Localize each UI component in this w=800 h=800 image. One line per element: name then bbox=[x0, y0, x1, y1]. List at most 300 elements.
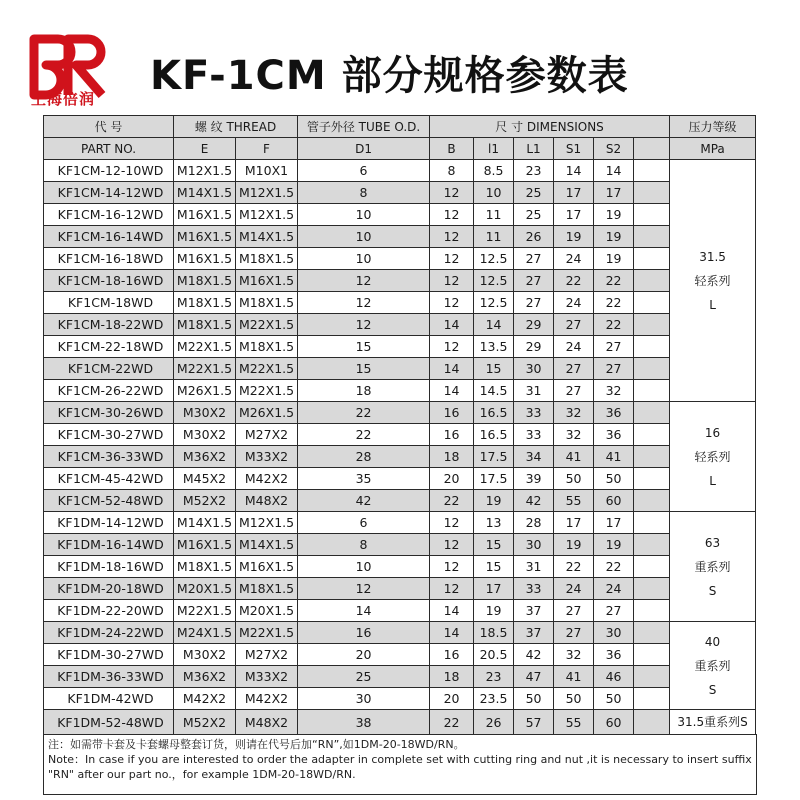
cell-s1: 17 bbox=[554, 512, 594, 534]
pressure-value: 31.5重系列S bbox=[677, 715, 748, 729]
cell-l1: 25 bbox=[514, 204, 554, 226]
header-d1: D1 bbox=[298, 138, 430, 160]
cell-l1: 42 bbox=[514, 644, 554, 666]
table-row bbox=[44, 600, 756, 622]
table-row bbox=[44, 270, 756, 292]
cell-s1: 41 bbox=[554, 666, 594, 688]
cell-l1a: 13.5 bbox=[474, 336, 514, 358]
pressure-code: L bbox=[709, 473, 716, 488]
cell-part: KF1CM-30-26WD bbox=[44, 402, 174, 424]
cell-e: M18X1.5 bbox=[174, 314, 236, 336]
cell-f: M16X1.5 bbox=[236, 270, 298, 292]
cell-s1: 27 bbox=[554, 600, 594, 622]
cell-s1: 24 bbox=[554, 578, 594, 600]
pressure-series: 重系列 bbox=[694, 658, 731, 673]
cell-f: M14X1.5 bbox=[236, 226, 298, 248]
cell-s2: 22 bbox=[594, 556, 634, 578]
header-f: F bbox=[236, 138, 298, 160]
table-row bbox=[44, 512, 756, 534]
pressure-value: 40 bbox=[704, 634, 721, 649]
cell-s2: 27 bbox=[594, 358, 634, 380]
cell-l1a: 14 bbox=[474, 314, 514, 336]
cell-blank bbox=[634, 402, 670, 424]
cell-l1: 26 bbox=[514, 226, 554, 248]
cell-f: M22X1.5 bbox=[236, 380, 298, 402]
cell-e: M26X1.5 bbox=[174, 380, 236, 402]
header-pressure-unit: MPa bbox=[670, 138, 756, 160]
cell-e: M30X2 bbox=[174, 424, 236, 446]
cell-l1: 37 bbox=[514, 622, 554, 644]
cell-f: M12X1.5 bbox=[236, 182, 298, 204]
table-row bbox=[44, 226, 756, 248]
cell-l1a: 15 bbox=[474, 358, 514, 380]
table-row bbox=[44, 622, 756, 644]
header-row-1 bbox=[44, 116, 756, 138]
cell-l1a: 19 bbox=[474, 600, 514, 622]
cell-e: M52X2 bbox=[174, 490, 236, 512]
cell-part: KF1DM-16-14WD bbox=[44, 534, 174, 556]
pressure-group bbox=[670, 160, 756, 402]
cell-d1: 28 bbox=[298, 446, 430, 468]
table-row bbox=[44, 292, 756, 314]
header-e: E bbox=[174, 138, 236, 160]
cell-d1: 14 bbox=[298, 600, 430, 622]
cell-part: KF1DM-42WD bbox=[44, 688, 174, 710]
cell-d1: 15 bbox=[298, 358, 430, 380]
cell-s2: 22 bbox=[594, 314, 634, 336]
cell-s2: 27 bbox=[594, 600, 634, 622]
table-row bbox=[44, 710, 756, 735]
header-part-en: PART NO. bbox=[44, 138, 174, 160]
cell-s1: 27 bbox=[554, 622, 594, 644]
cell-l1a: 8.5 bbox=[474, 160, 514, 182]
cell-l1a: 13 bbox=[474, 512, 514, 534]
cell-f: M33X2 bbox=[236, 446, 298, 468]
pressure-value: 63 bbox=[704, 535, 721, 550]
cell-b: 12 bbox=[430, 336, 474, 358]
cell-b: 14 bbox=[430, 358, 474, 380]
table-row bbox=[44, 336, 756, 358]
cell-blank bbox=[634, 248, 670, 270]
cell-l1a: 16.5 bbox=[474, 402, 514, 424]
cell-part: KF1CM-26-22WD bbox=[44, 380, 174, 402]
header-row-2 bbox=[44, 138, 756, 160]
cell-l1: 27 bbox=[514, 292, 554, 314]
cell-s1: 27 bbox=[554, 358, 594, 380]
cell-b: 14 bbox=[430, 314, 474, 336]
cell-b: 16 bbox=[430, 424, 474, 446]
cell-e: M16X1.5 bbox=[174, 226, 236, 248]
cell-l1a: 12.5 bbox=[474, 292, 514, 314]
cell-l1: 33 bbox=[514, 402, 554, 424]
cell-s2: 17 bbox=[594, 182, 634, 204]
cell-e: M45X2 bbox=[174, 468, 236, 490]
page-title: KF-1CM 部分规格参数表 bbox=[150, 53, 629, 99]
cell-s1: 22 bbox=[554, 270, 594, 292]
cell-s2: 17 bbox=[594, 512, 634, 534]
cell-e: M52X2 bbox=[174, 710, 236, 735]
cell-e: M22X1.5 bbox=[174, 358, 236, 380]
cell-s1: 17 bbox=[554, 204, 594, 226]
cell-b: 22 bbox=[430, 710, 474, 735]
cell-e: M14X1.5 bbox=[174, 182, 236, 204]
cell-s1: 32 bbox=[554, 424, 594, 446]
cell-part: KF1CM-52-48WD bbox=[44, 490, 174, 512]
cell-f: M20X1.5 bbox=[236, 600, 298, 622]
cell-part: KF1DM-52-48WD bbox=[44, 710, 174, 735]
cell-s2: 19 bbox=[594, 534, 634, 556]
cell-s1: 22 bbox=[554, 556, 594, 578]
table-row bbox=[44, 578, 756, 600]
header-l1: L1 bbox=[514, 138, 554, 160]
cell-l1: 39 bbox=[514, 468, 554, 490]
cell-blank bbox=[634, 204, 670, 226]
cell-s1: 19 bbox=[554, 534, 594, 556]
cell-blank bbox=[634, 182, 670, 204]
cell-l1a: 16.5 bbox=[474, 424, 514, 446]
cell-l1a: 17 bbox=[474, 578, 514, 600]
table-row bbox=[44, 534, 756, 556]
cell-l1a: 11 bbox=[474, 204, 514, 226]
cell-s2: 60 bbox=[594, 490, 634, 512]
cell-s2: 36 bbox=[594, 424, 634, 446]
cell-s2: 22 bbox=[594, 292, 634, 314]
cell-f: M10X1 bbox=[236, 160, 298, 182]
note-line-cn: 注：如需带卡套及卡套螺母整套订货，则请在代号后加“RN”,如1DM-20-18WD/RN。 bbox=[48, 738, 465, 751]
cell-l1: 33 bbox=[514, 578, 554, 600]
table-row bbox=[44, 688, 756, 710]
cell-f: M16X1.5 bbox=[236, 556, 298, 578]
cell-blank bbox=[634, 314, 670, 336]
cell-part: KF1CM-16-18WD bbox=[44, 248, 174, 270]
cell-f: M42X2 bbox=[236, 468, 298, 490]
header bbox=[0, 0, 800, 112]
cell-l1: 50 bbox=[514, 688, 554, 710]
cell-b: 14 bbox=[430, 380, 474, 402]
cell-s2: 32 bbox=[594, 380, 634, 402]
cell-part: KF1CM-14-12WD bbox=[44, 182, 174, 204]
header-s2: S2 bbox=[594, 138, 634, 160]
cell-e: M36X2 bbox=[174, 666, 236, 688]
cell-part: KF1DM-14-12WD bbox=[44, 512, 174, 534]
cell-b: 12 bbox=[430, 248, 474, 270]
cell-d1: 12 bbox=[298, 270, 430, 292]
cell-part: KF1DM-36-33WD bbox=[44, 666, 174, 688]
cell-blank bbox=[634, 424, 670, 446]
cell-blank bbox=[634, 622, 670, 644]
table-row bbox=[44, 446, 756, 468]
cell-f: M22X1.5 bbox=[236, 622, 298, 644]
cell-blank bbox=[634, 160, 670, 182]
cell-blank bbox=[634, 512, 670, 534]
cell-f: M18X1.5 bbox=[236, 292, 298, 314]
cell-l1: 37 bbox=[514, 600, 554, 622]
cell-l1a: 11 bbox=[474, 226, 514, 248]
cell-l1: 42 bbox=[514, 490, 554, 512]
cell-b: 14 bbox=[430, 622, 474, 644]
cell-s2: 36 bbox=[594, 644, 634, 666]
cell-part: KF1CM-16-12WD bbox=[44, 204, 174, 226]
cell-l1a: 15 bbox=[474, 534, 514, 556]
cell-l1a: 23.5 bbox=[474, 688, 514, 710]
cell-l1: 34 bbox=[514, 446, 554, 468]
header-tube-od: 管子外径 TUBE O.D. bbox=[298, 116, 430, 138]
cell-d1: 16 bbox=[298, 622, 430, 644]
cell-b: 14 bbox=[430, 600, 474, 622]
cell-part: KF1DM-30-27WD bbox=[44, 644, 174, 666]
cell-f: M14X1.5 bbox=[236, 534, 298, 556]
cell-f: M48X2 bbox=[236, 490, 298, 512]
cell-d1: 22 bbox=[298, 402, 430, 424]
pressure-series: 轻系列 bbox=[694, 449, 731, 464]
cell-d1: 25 bbox=[298, 666, 430, 688]
brand-caption: 上海倍润 bbox=[31, 90, 96, 108]
cell-e: M18X1.5 bbox=[174, 270, 236, 292]
cell-blank bbox=[634, 226, 670, 248]
cell-s2: 50 bbox=[594, 468, 634, 490]
cell-part: KF1CM-22WD bbox=[44, 358, 174, 380]
cell-d1: 10 bbox=[298, 248, 430, 270]
table-row bbox=[44, 468, 756, 490]
header-dimensions: 尺 寸 DIMENSIONS bbox=[430, 116, 670, 138]
cell-part: KF1CM-22-18WD bbox=[44, 336, 174, 358]
cell-l1: 33 bbox=[514, 424, 554, 446]
cell-b: 8 bbox=[430, 160, 474, 182]
cell-blank bbox=[634, 270, 670, 292]
cell-e: M20X1.5 bbox=[174, 578, 236, 600]
cell-l1: 27 bbox=[514, 248, 554, 270]
cell-b: 12 bbox=[430, 512, 474, 534]
cell-f: M22X1.5 bbox=[236, 314, 298, 336]
cell-s2: 22 bbox=[594, 270, 634, 292]
cell-part: KF1DM-18-16WD bbox=[44, 556, 174, 578]
cell-d1: 12 bbox=[298, 578, 430, 600]
cell-l1: 25 bbox=[514, 182, 554, 204]
cell-s1: 24 bbox=[554, 336, 594, 358]
cell-l1: 30 bbox=[514, 534, 554, 556]
cell-e: M22X1.5 bbox=[174, 336, 236, 358]
cell-s1: 17 bbox=[554, 182, 594, 204]
pressure-group bbox=[670, 622, 756, 710]
cell-s2: 19 bbox=[594, 226, 634, 248]
cell-l1: 23 bbox=[514, 160, 554, 182]
cell-l1a: 19 bbox=[474, 490, 514, 512]
header-b: B bbox=[430, 138, 474, 160]
cell-blank bbox=[634, 644, 670, 666]
header-blank bbox=[634, 138, 670, 160]
cell-l1: 30 bbox=[514, 358, 554, 380]
table-row bbox=[44, 248, 756, 270]
table-row bbox=[44, 182, 756, 204]
cell-part: KF1CM-45-42WD bbox=[44, 468, 174, 490]
table-row bbox=[44, 358, 756, 380]
cell-d1: 6 bbox=[298, 512, 430, 534]
cell-blank bbox=[634, 358, 670, 380]
cell-d1: 12 bbox=[298, 314, 430, 336]
cell-l1a: 17.5 bbox=[474, 468, 514, 490]
cell-blank bbox=[634, 292, 670, 314]
cell-e: M24X1.5 bbox=[174, 622, 236, 644]
cell-s2: 50 bbox=[594, 688, 634, 710]
cell-blank bbox=[634, 446, 670, 468]
cell-l1a: 12.5 bbox=[474, 270, 514, 292]
cell-blank bbox=[634, 336, 670, 358]
table-row bbox=[44, 402, 756, 424]
cell-b: 12 bbox=[430, 270, 474, 292]
header-pressure: 压力等级 bbox=[670, 116, 756, 138]
cell-b: 18 bbox=[430, 666, 474, 688]
cell-s1: 14 bbox=[554, 160, 594, 182]
cell-e: M36X2 bbox=[174, 446, 236, 468]
cell-b: 12 bbox=[430, 292, 474, 314]
cell-l1: 47 bbox=[514, 666, 554, 688]
pressure-group bbox=[670, 402, 756, 512]
cell-f: M12X1.5 bbox=[236, 204, 298, 226]
cell-l1: 31 bbox=[514, 556, 554, 578]
cell-s1: 27 bbox=[554, 314, 594, 336]
cell-b: 12 bbox=[430, 578, 474, 600]
cell-d1: 42 bbox=[298, 490, 430, 512]
cell-s1: 24 bbox=[554, 248, 594, 270]
pressure-value: 31.5 bbox=[699, 249, 726, 264]
cell-f: M26X1.5 bbox=[236, 402, 298, 424]
cell-e: M16X1.5 bbox=[174, 248, 236, 270]
header-part-cn: 代 号 bbox=[44, 116, 174, 138]
header-l1-lower: l1 bbox=[474, 138, 514, 160]
table-row bbox=[44, 424, 756, 446]
table-row bbox=[44, 160, 756, 182]
cell-s1: 24 bbox=[554, 292, 594, 314]
cell-s1: 55 bbox=[554, 710, 594, 735]
cell-f: M27X2 bbox=[236, 644, 298, 666]
cell-blank bbox=[634, 490, 670, 512]
cell-l1a: 18.5 bbox=[474, 622, 514, 644]
cell-blank bbox=[634, 688, 670, 710]
cell-l1a: 14.5 bbox=[474, 380, 514, 402]
cell-b: 16 bbox=[430, 644, 474, 666]
cell-e: M30X2 bbox=[174, 402, 236, 424]
cell-l1: 29 bbox=[514, 336, 554, 358]
cell-b: 12 bbox=[430, 534, 474, 556]
cell-s2: 19 bbox=[594, 248, 634, 270]
cell-d1: 8 bbox=[298, 182, 430, 204]
cell-d1: 8 bbox=[298, 534, 430, 556]
pressure-code: L bbox=[709, 297, 716, 312]
cell-part: KF1CM-36-33WD bbox=[44, 446, 174, 468]
cell-b: 20 bbox=[430, 468, 474, 490]
cell-f: M18X1.5 bbox=[236, 248, 298, 270]
cell-part: KF1CM-18-16WD bbox=[44, 270, 174, 292]
spec-body bbox=[44, 160, 756, 735]
pressure-code: S bbox=[708, 583, 717, 598]
cell-part: KF1CM-30-27WD bbox=[44, 424, 174, 446]
cell-b: 12 bbox=[430, 182, 474, 204]
table-row bbox=[44, 644, 756, 666]
cell-b: 12 bbox=[430, 226, 474, 248]
cell-b: 20 bbox=[430, 688, 474, 710]
cell-d1: 12 bbox=[298, 292, 430, 314]
cell-e: M30X2 bbox=[174, 644, 236, 666]
cell-b: 12 bbox=[430, 556, 474, 578]
cell-e: M16X1.5 bbox=[174, 534, 236, 556]
cell-d1: 18 bbox=[298, 380, 430, 402]
cell-s2: 14 bbox=[594, 160, 634, 182]
cell-f: M18X1.5 bbox=[236, 578, 298, 600]
pressure-group bbox=[670, 512, 756, 622]
cell-d1: 15 bbox=[298, 336, 430, 358]
cell-d1: 10 bbox=[298, 226, 430, 248]
table-row bbox=[44, 204, 756, 226]
cell-s1: 32 bbox=[554, 402, 594, 424]
cell-f: M22X1.5 bbox=[236, 358, 298, 380]
cell-e: M18X1.5 bbox=[174, 556, 236, 578]
cell-l1a: 17.5 bbox=[474, 446, 514, 468]
cell-blank bbox=[634, 468, 670, 490]
cell-blank bbox=[634, 710, 670, 735]
cell-s2: 46 bbox=[594, 666, 634, 688]
spec-table bbox=[43, 115, 756, 735]
cell-f: M33X2 bbox=[236, 666, 298, 688]
cell-s1: 32 bbox=[554, 644, 594, 666]
cell-part: KF1DM-24-22WD bbox=[44, 622, 174, 644]
cell-s2: 27 bbox=[594, 336, 634, 358]
cell-l1a: 23 bbox=[474, 666, 514, 688]
pressure-series: 重系列 bbox=[694, 559, 731, 574]
table-row bbox=[44, 380, 756, 402]
cell-l1: 27 bbox=[514, 270, 554, 292]
cell-s2: 36 bbox=[594, 402, 634, 424]
cell-d1: 10 bbox=[298, 204, 430, 226]
cell-l1: 29 bbox=[514, 314, 554, 336]
cell-s1: 27 bbox=[554, 380, 594, 402]
cell-s2: 24 bbox=[594, 578, 634, 600]
cell-b: 22 bbox=[430, 490, 474, 512]
cell-blank bbox=[634, 380, 670, 402]
cell-l1: 57 bbox=[514, 710, 554, 735]
cell-f: M18X1.5 bbox=[236, 336, 298, 358]
cell-part: KF1CM-16-14WD bbox=[44, 226, 174, 248]
cell-part: KF1CM-18WD bbox=[44, 292, 174, 314]
cell-l1a: 12.5 bbox=[474, 248, 514, 270]
cell-s2: 30 bbox=[594, 622, 634, 644]
cell-s2: 41 bbox=[594, 446, 634, 468]
cell-b: 18 bbox=[430, 446, 474, 468]
table-row bbox=[44, 314, 756, 336]
cell-f: M12X1.5 bbox=[236, 512, 298, 534]
cell-e: M22X1.5 bbox=[174, 600, 236, 622]
pressure-group bbox=[670, 710, 756, 735]
cell-e: M18X1.5 bbox=[174, 292, 236, 314]
note-line-en-2: "RN" after our part no.，for example 1DM-20-18WD/RN. bbox=[48, 768, 356, 781]
cell-l1a: 20.5 bbox=[474, 644, 514, 666]
cell-b: 12 bbox=[430, 204, 474, 226]
cell-b: 16 bbox=[430, 402, 474, 424]
table-row bbox=[44, 666, 756, 688]
cell-l1a: 15 bbox=[474, 556, 514, 578]
cell-blank bbox=[634, 600, 670, 622]
cell-s1: 41 bbox=[554, 446, 594, 468]
cell-f: M48X2 bbox=[236, 710, 298, 735]
cell-d1: 22 bbox=[298, 424, 430, 446]
cell-d1: 6 bbox=[298, 160, 430, 182]
cell-s1: 19 bbox=[554, 226, 594, 248]
cell-part: KF1CM-12-10WD bbox=[44, 160, 174, 182]
header-thread: 螺 纹 THREAD bbox=[174, 116, 298, 138]
cell-l1: 28 bbox=[514, 512, 554, 534]
table-row bbox=[44, 556, 756, 578]
cell-s2: 60 bbox=[594, 710, 634, 735]
cell-d1: 35 bbox=[298, 468, 430, 490]
